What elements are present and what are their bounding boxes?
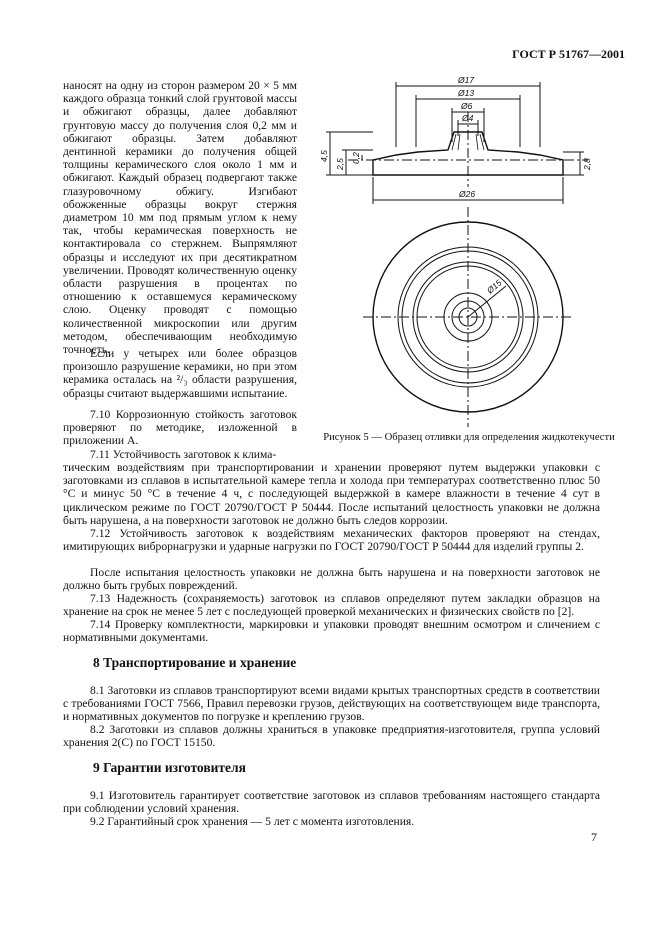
paragraph-ceramics-fracture: Если у четырех или более образцов произошло разрушение керамики, но при этом керамика осталась на ²/₃ области разрушения, образцы считают выдержавшими испытание. — [63, 347, 297, 400]
paragraph-7-14: 7.14 Проверку комплектности, маркировки и упаковки проводят внешним осмотром и сличением с нормативными документами. — [63, 618, 600, 645]
dim-h45: 4,5 — [319, 150, 329, 162]
paragraph-7-12-b: После испытания целостность упаковки не должна быть нарушена и на поверхности заготовок не должно быть грубых повреждений. — [63, 566, 600, 593]
paragraph-7-13: 7.13 Надежность (сохраняемость) заготовок из сплавов определяют путем закладки образцов на хранение на срок не менее 5 лет с последующей проверкой механических и физических свойств по [2]. — [63, 592, 600, 619]
dim-d13: Ø13 — [458, 88, 475, 98]
dim-d4: Ø4 — [462, 113, 474, 123]
paragraph-9-2: 9.2 Гарантийный срок хранения — 5 лет с момента изготовления. — [90, 815, 415, 828]
paragraph-continued: наносят на одну из сторон размером 20 × 5 мм каждого образца тонкий слой грунтовой массы и обжигают образцы, далее добавляют грунтовую массу до получения слоя 0,2 мм и обжигают образцы. Затем добавляют дентинной керамики до получения общей толщины керамического слоя около 1 мм и обжигают. Каждый образец подвергают также глазуровочному обжигу. Изгибают обожженные образцы вокруг стержня диаметром 10 мм под прямым углом к нему так, чтобы керамическая поверхность не контактировала со стержнем. Выпрямляют образцы и исследуют их при десятикратном увеличении. Проводят количественную оценку области разрушения в процентах по отношению к оставшемуся керамическому слою. Оценку проводят с помощью количественной микроскопии или другим методом, обеспечивающим необходимую точность. — [63, 79, 297, 357]
dim-d6: Ø6 — [461, 101, 473, 111]
section-8-title: 8 Транспортирование и хранение — [93, 655, 297, 670]
dim-d26: Ø26 — [459, 189, 476, 199]
dim-d17: Ø17 — [458, 75, 475, 85]
page-number: 7 — [591, 830, 597, 844]
dim-d15: Ø15 — [484, 277, 504, 296]
paragraph-7-11-cont: тическим воздействиям при транспортировании и хранении проверяют путем выдержки упаковки с заготовками из сплавов в испытательной камере тепла и холода при температурах соответственно плюс 50 °С и минус 50 °С в течение 4 ч, с последующей выдержкой в камере влажности в течение 4 сут в циклическом режиме по ГОСТ 20790/ГОСТ Р 50444. После испытаний целостность упаковки не должна быть нарушена, а на поверхности заготовок не должно быть следов коррозии. — [63, 461, 600, 527]
dim-h28: 2,8 — [582, 158, 592, 170]
section-9-title: 9 Гарантии изготовителя — [93, 760, 246, 775]
paragraph-8-1: 8.1 Заготовки из сплавов транспортируют всеми видами крытых транспортных средств в соответствии с требованиями ГОСТ 7566, Правил перевозки грузов, действующих на соответствующем виде транспорта, и нормативных документов по погрузке и креплению грузов. — [63, 684, 600, 724]
paragraph-7-11-start: 7.11 Устойчивость заготовок к клима- — [90, 448, 277, 461]
paragraph-7-12: 7.12 Устойчивость заготовок к воздействиям механических факторов проверяют на стендах, имитирующих виброрнагрузки и ударные нагрузки по ГОСТ 20790/ГОСТ Р 50444 для изделий группы 2. — [63, 527, 600, 554]
paragraph-9-1: 9.1 Изготовитель гарантирует соответствие заготовок из сплавов требованиям настоящего стандарта при соблюдении условий хранения. — [63, 789, 600, 816]
dim-h25: 2,5 — [335, 158, 345, 170]
dim-h02: 0,2 — [351, 152, 361, 164]
figure-casting-sample — [318, 72, 618, 427]
paragraph-8-2: 8.2 Заготовки из сплавов должны храниться в упаковке предприятия-изготовителя, группа условий хранения 2(С) по ГОСТ 15150. — [63, 723, 600, 750]
figure-caption: Рисунок 5 — Образец отливки для определения жидкотекучести — [323, 432, 615, 443]
paragraph-7-10: 7.10 Коррозионную стойкость заготовок проверяют по методике, изложенной в приложении А. — [63, 408, 297, 448]
document-header: ГОСТ Р 51767—2001 — [512, 47, 625, 61]
